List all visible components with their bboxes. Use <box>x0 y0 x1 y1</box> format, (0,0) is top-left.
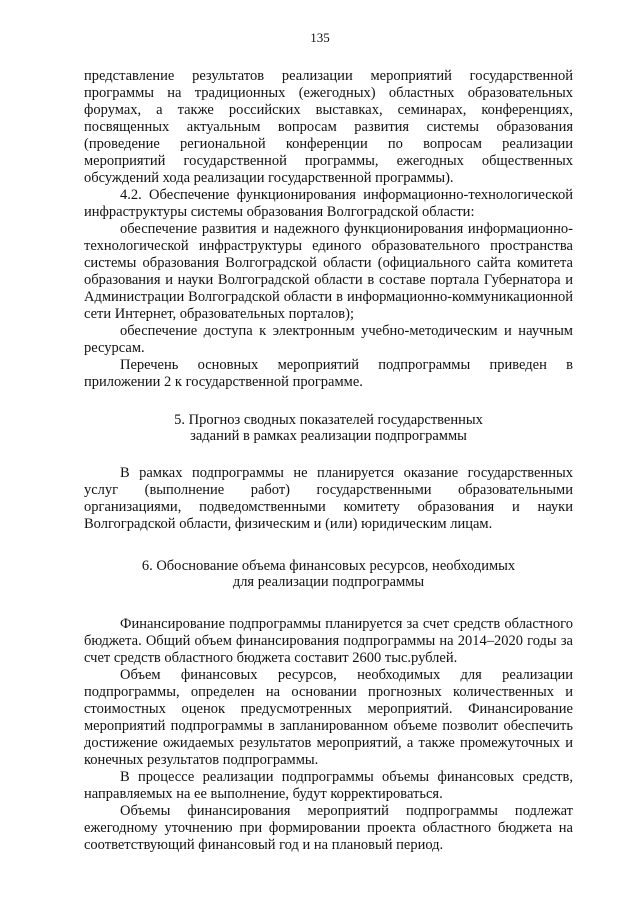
section-6-paragraph-financing: Финансирование подпрограммы планируется за счет средств областного бюджета. Общий объем финансирования подпрограммы на 2014–2020 годы за счет средств областного бюджета составит 2600 тыс.рублей. <box>84 616 573 666</box>
section-6-paragraph-annual-update: Объемы финансирования мероприятий подпрограммы подлежат ежегодному уточнению при формировании проекта областного бюджета на соответствующий финансовый год и на плановый период. <box>84 803 573 853</box>
paragraph-results-presentation: представление результатов реализации мероприятий государственной программы на традиционных (ежегодных) областных образовательных форумах, а также российских выставках, семинарах, конференциях, посвященных актуальным вопросам развития системы образования (проведение региональной конференции по вопросам реализации мероприятий государственной программы, ежегодных общественных обсуждений хода реализации государственной программы). <box>84 68 573 186</box>
section-5-heading <box>84 412 573 444</box>
section-6-heading-line-1: 6. Обоснование объема финансовых ресурсов, необходимых <box>141 558 516 574</box>
paragraph-activities-list: Перечень основных мероприятий подпрограммы приведен в приложении 2 к государственной программе. <box>84 357 573 390</box>
section-6-paragraph-volume: Объем финансовых ресурсов, необходимых для реализации подпрограммы, определен на основании прогнозных количественных и стоимостных оценок предусмотренных мероприятий. Финансирование мероприятий подпрограммы в запланированном объеме позволит обеспечить достижение ожидаемых результатов мероприятий, а также промежуточных и конечных результатов подпрограммы. <box>84 667 573 768</box>
paragraph-resource-access: обеспечение доступа к электронным учебно-методическим и научным ресурсам. <box>84 323 573 356</box>
section-6-paragraph-adjustment: В процессе реализации подпрограммы объемы финансовых средств, направляемых на ее выполнение, будут корректироваться. <box>84 769 573 802</box>
document-body <box>84 68 573 854</box>
section-5-paragraph: В рамках подпрограммы не планируется оказание государственных услуг (выполнение работ) государственными образовательными организациями, подведомственными комитету образования и науки Волгоградской области, физическим и (или) юридическим лицам. <box>84 465 573 532</box>
paragraph-infrastructure-development: обеспечение развития и надежного функционирования информационно-технологической инфраструктуры единого образовательного пространства системы образования Волгоградской области (официального сайта комитета образования и науки Волгоградской области в составе портала Губернатора и Администрации Волгоградской области в информационно-коммуникационной сети Интернет, образовательных порталов); <box>84 221 573 322</box>
paragraph-4-2-heading: 4.2. Обеспечение функционирования информационно-технологической инфраструктуры системы образования Волгоградской области: <box>84 187 573 220</box>
section-6-heading <box>84 558 573 590</box>
section-5-heading-line-2: заданий в рамках реализации подпрограммы <box>190 428 467 444</box>
section-6-heading-line-2: для реализации подпрограммы <box>232 574 425 590</box>
section-5-heading-line-1: 5. Прогноз сводных показателей государственных <box>174 412 483 428</box>
page-number: 135 <box>310 30 330 45</box>
